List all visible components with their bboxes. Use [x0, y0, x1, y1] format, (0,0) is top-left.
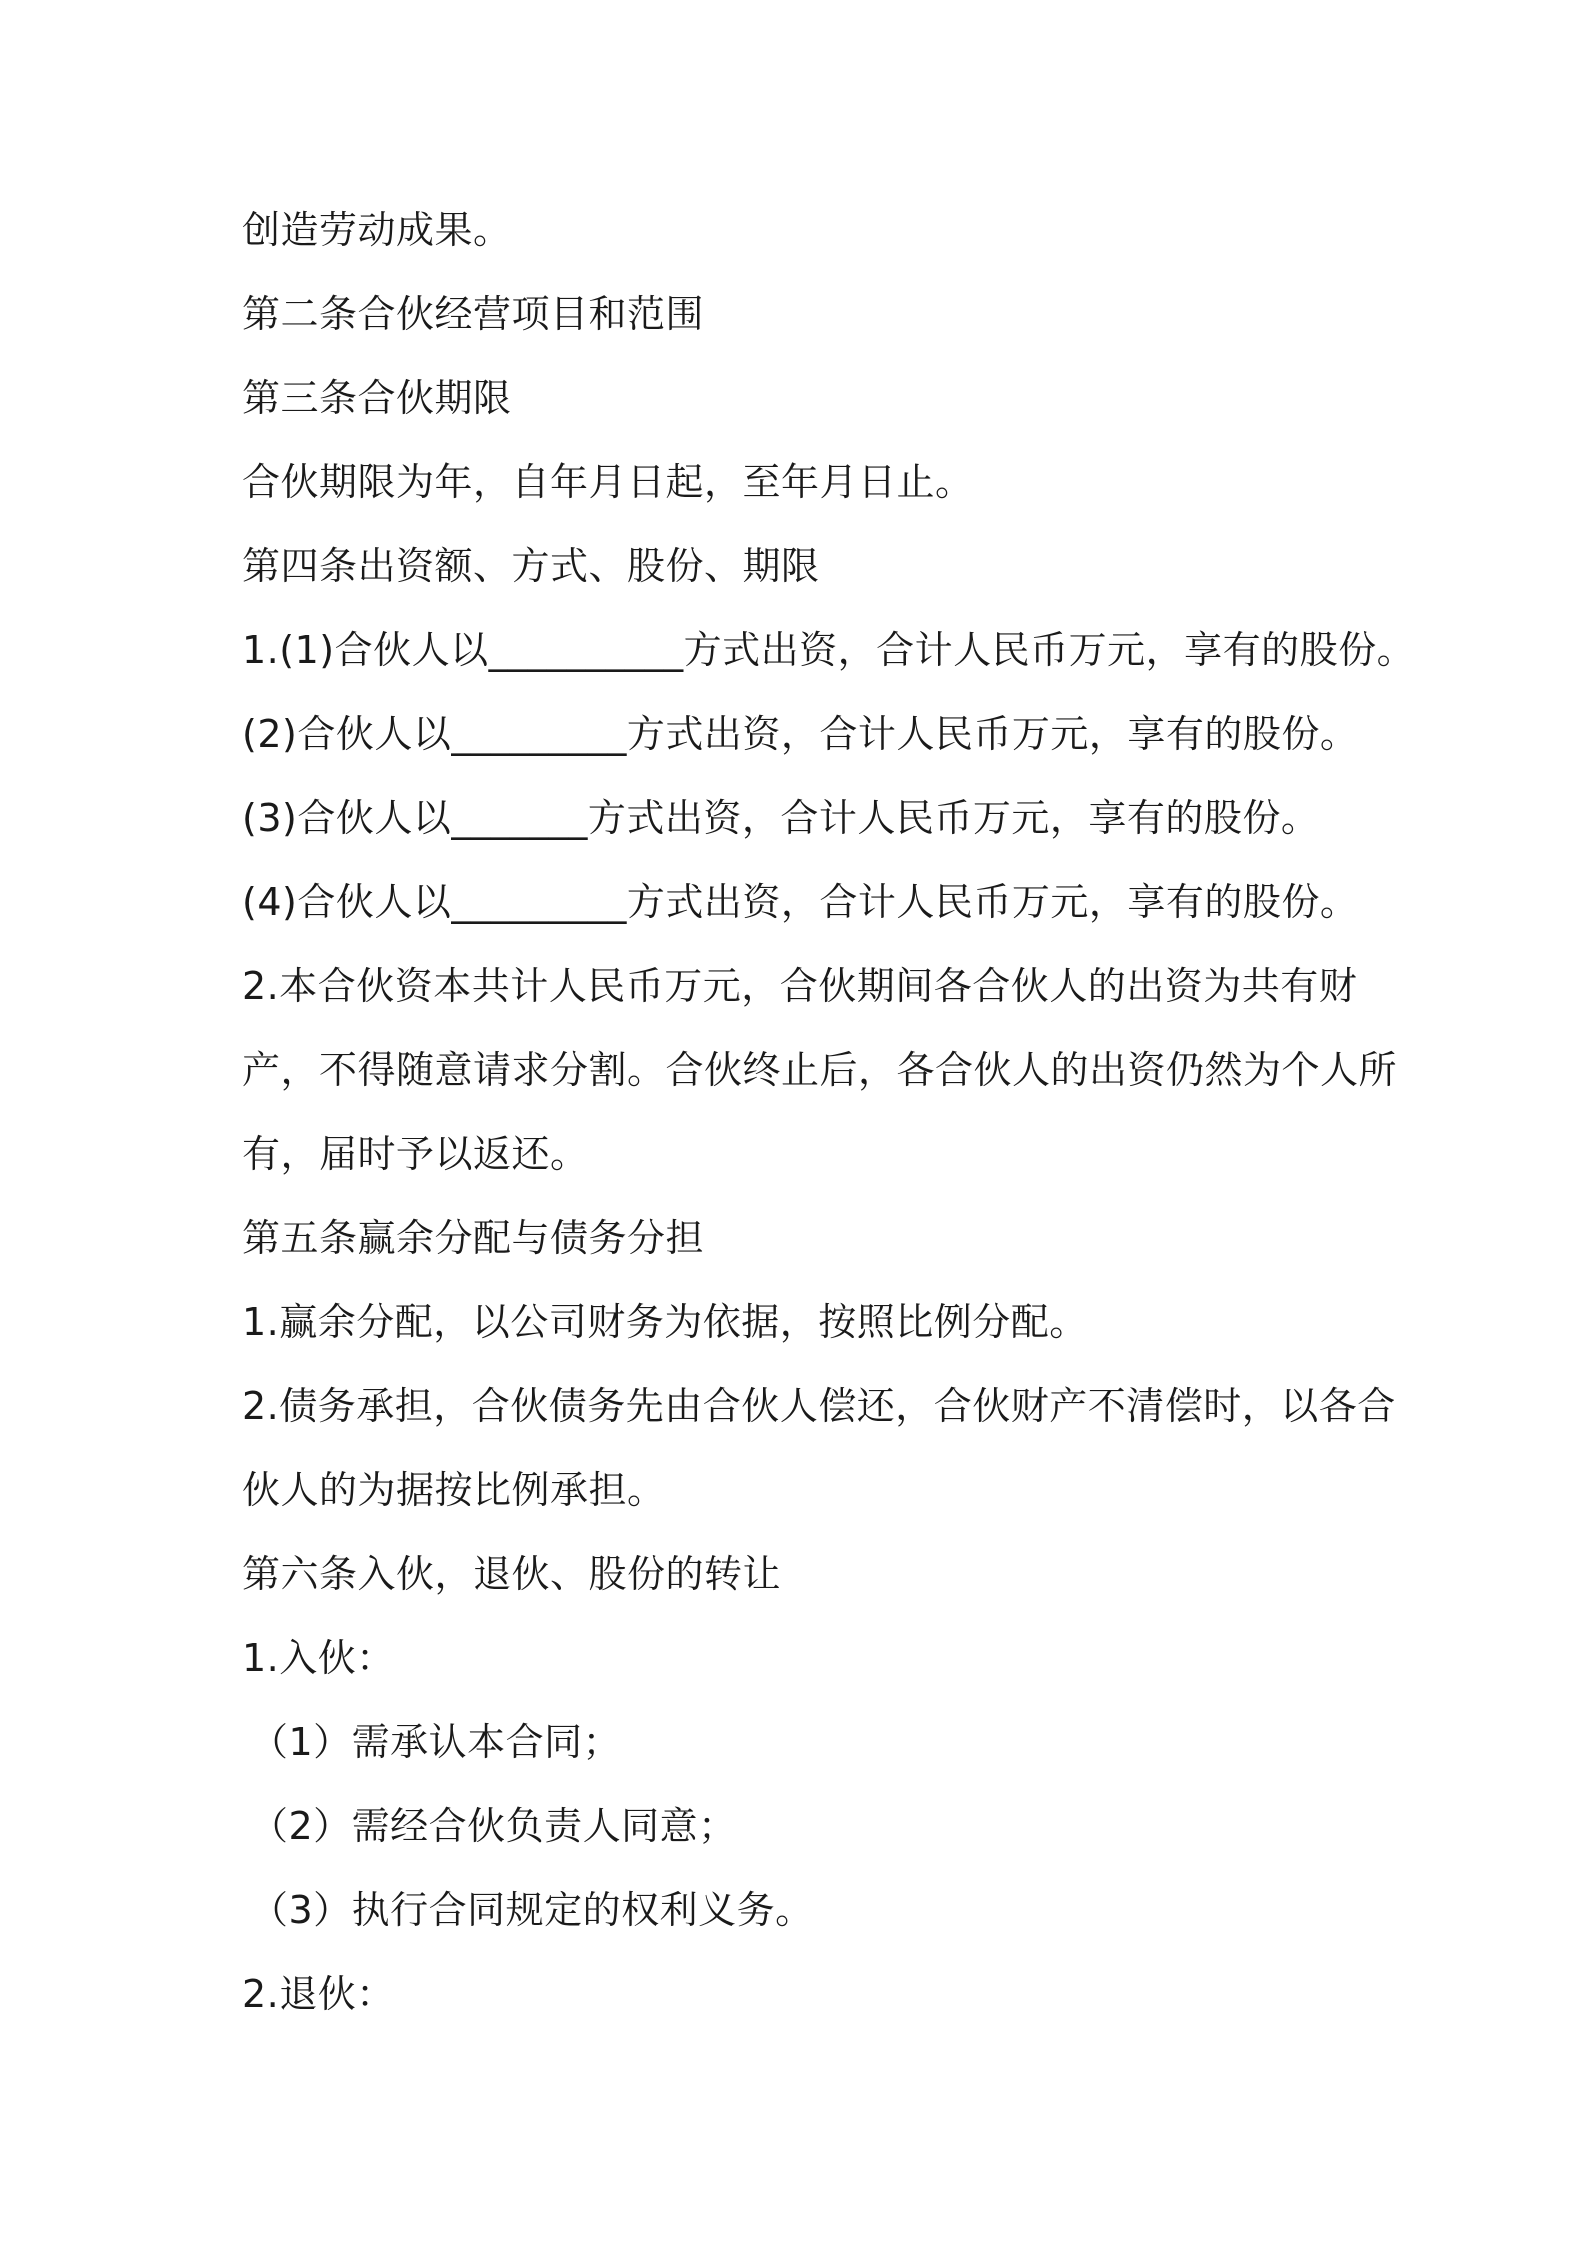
text-line: (4)合伙人以_________方式出资，合计人民币万元，享有的股份。 — [242, 880, 1359, 924]
text-line: 2.本合伙资本共计人民币万元，合伙期间各合伙人的出资为共有财 — [242, 964, 1358, 1008]
section-heading: 第五条赢余分配与债务分担 — [242, 1216, 705, 1260]
text-line: 2.退伙： — [242, 1972, 395, 2016]
list-item: （2）需经合伙负责人同意； — [250, 1804, 737, 1848]
text-line: (2)合伙人以_________方式出资，合计人民币万元，享有的股份。 — [242, 712, 1359, 756]
text-line: 1.(1)合伙人以__________方式出资，合计人民币万元，享有的股份。 — [242, 628, 1416, 672]
text-line: 创造劳动成果。 — [242, 208, 512, 252]
section-heading: 第三条合伙期限 — [242, 376, 512, 420]
section-heading: 第二条合伙经营项目和范围 — [242, 292, 705, 336]
section-heading: 第四条出资额、方式、股份、期限 — [242, 544, 820, 588]
text-line: 产，不得随意请求分割。合伙终止后，各合伙人的出资仍然为个人所 — [242, 1048, 1398, 1092]
text-line: 合伙期限为年，自年月日起，至年月日止。 — [242, 460, 974, 504]
text-line: 2.债务承担，合伙债务先由合伙人偿还，合伙财产不清偿时，以各合 — [242, 1384, 1396, 1428]
text-line: 1.入伙： — [242, 1636, 395, 1680]
text-line: 伙人的为据按比例承担。 — [242, 1468, 666, 1512]
text-line: 1.赢余分配，以公司财务为依据，按照比例分配。 — [242, 1300, 1088, 1344]
list-item: （3）执行合同规定的权利义务。 — [250, 1888, 814, 1932]
text-line: 有，届时予以返还。 — [242, 1132, 589, 1176]
list-item: （1）需承认本合同； — [250, 1720, 622, 1764]
text-line: (3)合伙人以_______方式出资，合计人民币万元，享有的股份。 — [242, 796, 1320, 840]
section-heading: 第六条入伙，退伙、股份的转让 — [242, 1552, 782, 1596]
